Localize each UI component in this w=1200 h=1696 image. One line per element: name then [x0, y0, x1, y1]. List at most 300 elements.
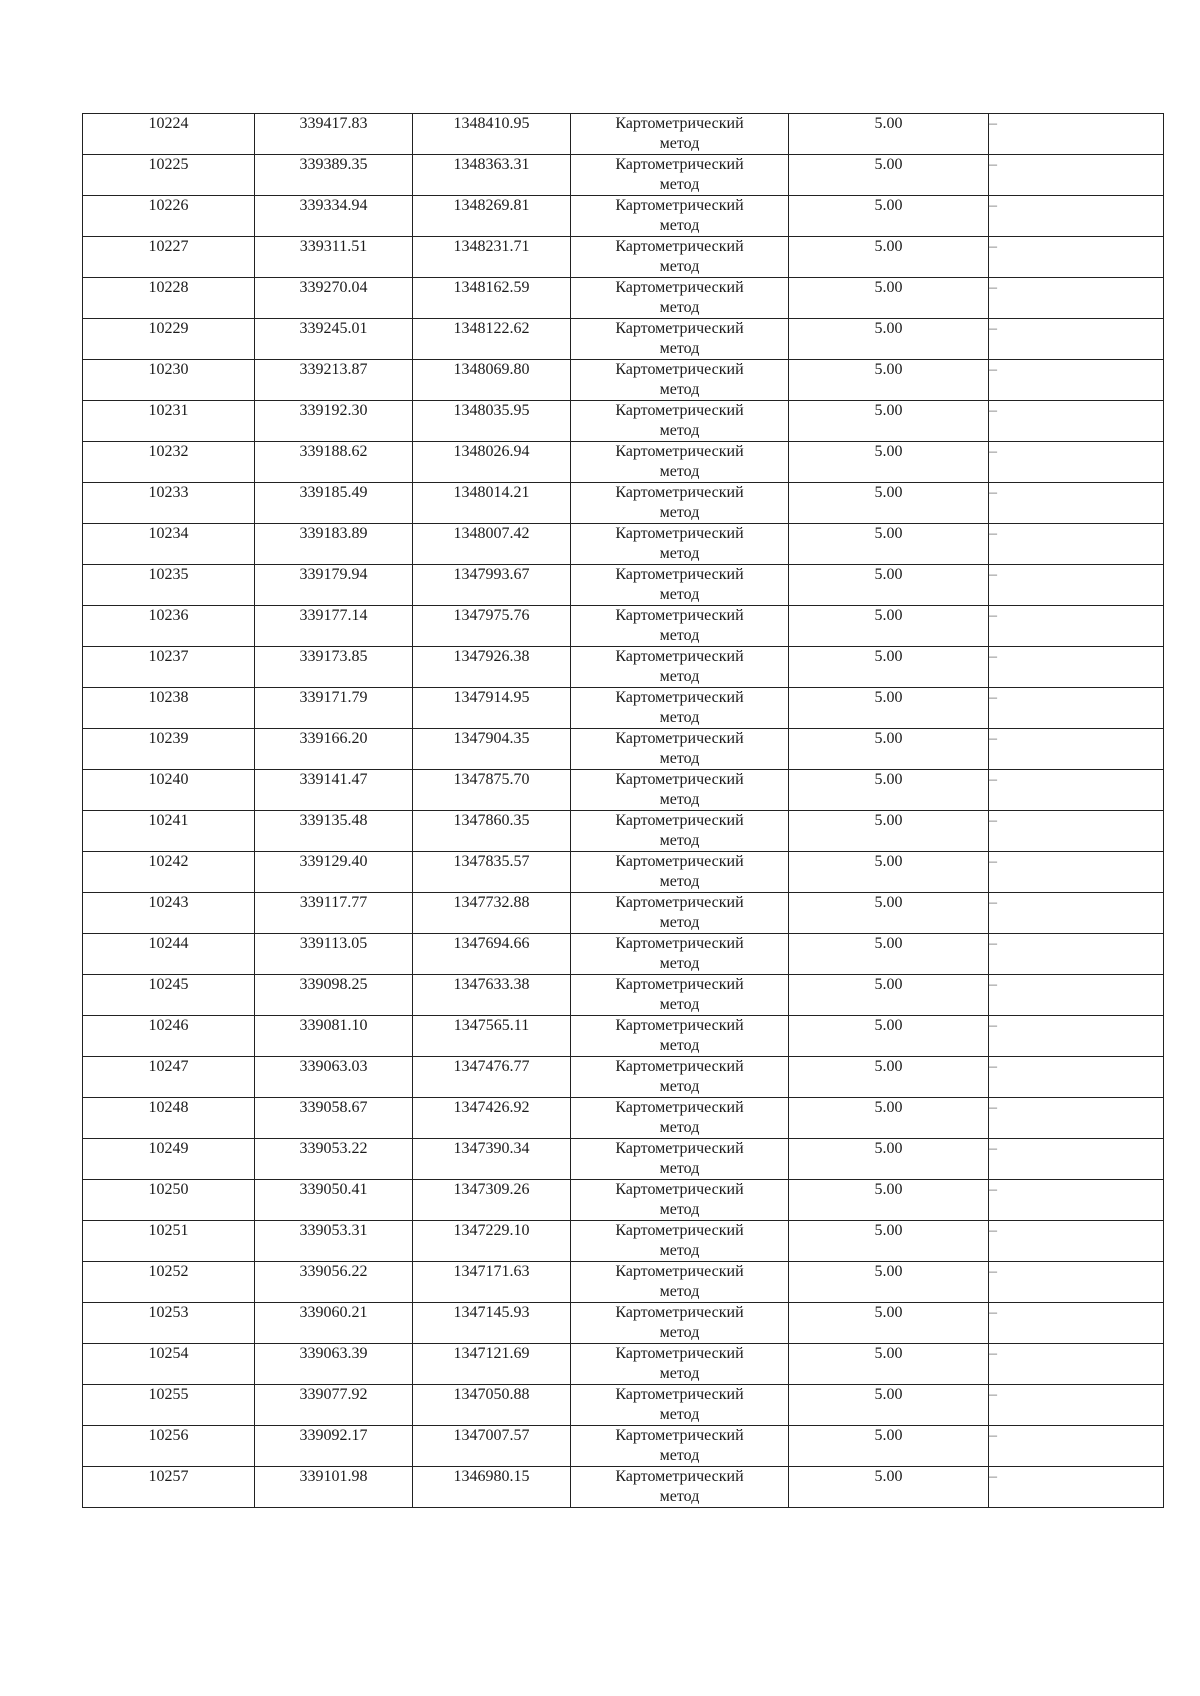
y-coordinate-cell: 1347007.57 — [413, 1426, 571, 1467]
y-coordinate-cell: 1348026.94 — [413, 442, 571, 483]
method-cell — [571, 1139, 789, 1180]
method-line-2: метод — [659, 1037, 700, 1054]
point-number-cell: 10226 — [83, 196, 255, 237]
y-coordinate-cell: 1347476.77 — [413, 1057, 571, 1098]
method-line-2: метод — [659, 299, 700, 316]
note-cell: – — [989, 1221, 1164, 1262]
point-number-cell: 10236 — [83, 606, 255, 647]
x-coordinate-cell: 339058.67 — [255, 1098, 413, 1139]
method-line-2: метод — [659, 381, 700, 398]
method-cell — [571, 1385, 789, 1426]
x-coordinate-cell: 339245.01 — [255, 319, 413, 360]
point-number-cell: 10224 — [83, 114, 255, 155]
note-cell: – — [989, 729, 1164, 770]
method-cell — [571, 155, 789, 196]
x-coordinate-cell: 339063.39 — [255, 1344, 413, 1385]
method-line-1: Картометрический — [615, 730, 744, 747]
method-line-1: Картометрический — [615, 1099, 744, 1116]
method-cell — [571, 606, 789, 647]
point-number-cell: 10240 — [83, 770, 255, 811]
point-number-cell: 10245 — [83, 975, 255, 1016]
x-coordinate-cell: 339173.85 — [255, 647, 413, 688]
method-line-1: Картометрический — [615, 361, 744, 378]
method-line-2: метод — [659, 914, 700, 931]
table-row — [83, 1303, 1164, 1344]
accuracy-cell: 5.00 — [789, 729, 989, 770]
method-line-1: Картометрический — [615, 1345, 744, 1362]
note-cell: – — [989, 1344, 1164, 1385]
accuracy-cell: 5.00 — [789, 1139, 989, 1180]
table-row — [83, 1385, 1164, 1426]
y-coordinate-cell: 1348231.71 — [413, 237, 571, 278]
x-coordinate-cell: 339135.48 — [255, 811, 413, 852]
x-coordinate-cell: 339081.10 — [255, 1016, 413, 1057]
table-row — [83, 237, 1164, 278]
point-number-cell: 10237 — [83, 647, 255, 688]
x-coordinate-cell: 339053.31 — [255, 1221, 413, 1262]
method-cell — [571, 1344, 789, 1385]
method-cell — [571, 524, 789, 565]
method-line-2: метод — [659, 832, 700, 849]
table-row — [83, 114, 1164, 155]
y-coordinate-cell: 1347732.88 — [413, 893, 571, 934]
method-line-2: метод — [659, 586, 700, 603]
method-line-1: Картометрический — [615, 648, 744, 665]
method-line-2: метод — [659, 1406, 700, 1423]
method-cell — [571, 729, 789, 770]
method-line-2: метод — [659, 791, 700, 808]
note-cell: – — [989, 155, 1164, 196]
x-coordinate-cell: 339389.35 — [255, 155, 413, 196]
method-line-1: Картометрический — [615, 1140, 744, 1157]
method-line-2: метод — [659, 422, 700, 439]
method-line-2: метод — [659, 135, 700, 152]
method-line-1: Картометрический — [615, 320, 744, 337]
method-cell — [571, 811, 789, 852]
x-coordinate-cell: 339185.49 — [255, 483, 413, 524]
table-row — [83, 1467, 1164, 1508]
method-cell — [571, 319, 789, 360]
accuracy-cell: 5.00 — [789, 852, 989, 893]
table-row — [83, 278, 1164, 319]
table-row — [83, 1221, 1164, 1262]
x-coordinate-cell: 339171.79 — [255, 688, 413, 729]
y-coordinate-cell: 1347565.11 — [413, 1016, 571, 1057]
accuracy-cell: 5.00 — [789, 483, 989, 524]
note-cell: – — [989, 1139, 1164, 1180]
accuracy-cell: 5.00 — [789, 1262, 989, 1303]
note-cell: – — [989, 893, 1164, 934]
table-row — [83, 770, 1164, 811]
method-line-1: Картометрический — [615, 812, 744, 829]
accuracy-cell: 5.00 — [789, 114, 989, 155]
y-coordinate-cell: 1348035.95 — [413, 401, 571, 442]
note-cell: – — [989, 606, 1164, 647]
x-coordinate-cell: 339117.77 — [255, 893, 413, 934]
x-coordinate-cell: 339311.51 — [255, 237, 413, 278]
method-line-2: метод — [659, 545, 700, 562]
x-coordinate-cell: 339101.98 — [255, 1467, 413, 1508]
table-row — [83, 1344, 1164, 1385]
method-line-2: метод — [659, 996, 700, 1013]
accuracy-cell: 5.00 — [789, 811, 989, 852]
coordinates-table-container — [82, 113, 1163, 1508]
method-cell — [571, 483, 789, 524]
table-row — [83, 401, 1164, 442]
method-cell — [571, 1098, 789, 1139]
table-row — [83, 975, 1164, 1016]
y-coordinate-cell: 1347121.69 — [413, 1344, 571, 1385]
table-row — [83, 934, 1164, 975]
y-coordinate-cell: 1347914.95 — [413, 688, 571, 729]
method-line-2: метод — [659, 873, 700, 890]
table-row — [83, 647, 1164, 688]
point-number-cell: 10225 — [83, 155, 255, 196]
note-cell: – — [989, 401, 1164, 442]
accuracy-cell: 5.00 — [789, 237, 989, 278]
table-row — [83, 155, 1164, 196]
accuracy-cell: 5.00 — [789, 155, 989, 196]
point-number-cell: 10238 — [83, 688, 255, 729]
x-coordinate-cell: 339188.62 — [255, 442, 413, 483]
accuracy-cell: 5.00 — [789, 1098, 989, 1139]
accuracy-cell: 5.00 — [789, 975, 989, 1016]
method-line-2: метод — [659, 258, 700, 275]
note-cell: – — [989, 1180, 1164, 1221]
accuracy-cell: 5.00 — [789, 442, 989, 483]
point-number-cell: 10231 — [83, 401, 255, 442]
note-cell: – — [989, 237, 1164, 278]
y-coordinate-cell: 1347171.63 — [413, 1262, 571, 1303]
method-line-2: метод — [659, 463, 700, 480]
method-cell — [571, 1262, 789, 1303]
method-cell — [571, 565, 789, 606]
method-line-2: метод — [659, 1324, 700, 1341]
method-cell — [571, 934, 789, 975]
y-coordinate-cell: 1346980.15 — [413, 1467, 571, 1508]
note-cell: – — [989, 319, 1164, 360]
method-line-2: метод — [659, 1119, 700, 1136]
method-line-1: Картометрический — [615, 1468, 744, 1485]
y-coordinate-cell: 1347633.38 — [413, 975, 571, 1016]
method-line-1: Картометрический — [615, 935, 744, 952]
method-line-1: Картометрический — [615, 115, 744, 132]
x-coordinate-cell: 339098.25 — [255, 975, 413, 1016]
method-cell — [571, 647, 789, 688]
x-coordinate-cell: 339192.30 — [255, 401, 413, 442]
method-cell — [571, 1467, 789, 1508]
note-cell: – — [989, 483, 1164, 524]
method-cell — [571, 442, 789, 483]
method-line-2: метод — [659, 1160, 700, 1177]
method-cell — [571, 196, 789, 237]
table-row — [83, 811, 1164, 852]
method-cell — [571, 975, 789, 1016]
method-cell — [571, 1016, 789, 1057]
table-row — [83, 1262, 1164, 1303]
x-coordinate-cell: 339141.47 — [255, 770, 413, 811]
y-coordinate-cell: 1348410.95 — [413, 114, 571, 155]
accuracy-cell: 5.00 — [789, 1385, 989, 1426]
y-coordinate-cell: 1348014.21 — [413, 483, 571, 524]
accuracy-cell: 5.00 — [789, 1303, 989, 1344]
accuracy-cell: 5.00 — [789, 196, 989, 237]
accuracy-cell: 5.00 — [789, 1344, 989, 1385]
point-number-cell: 10233 — [83, 483, 255, 524]
y-coordinate-cell: 1347904.35 — [413, 729, 571, 770]
accuracy-cell: 5.00 — [789, 1426, 989, 1467]
accuracy-cell: 5.00 — [789, 934, 989, 975]
table-row — [83, 1098, 1164, 1139]
point-number-cell: 10256 — [83, 1426, 255, 1467]
method-line-2: метод — [659, 1283, 700, 1300]
note-cell: – — [989, 1057, 1164, 1098]
note-cell: – — [989, 1016, 1164, 1057]
note-cell: – — [989, 442, 1164, 483]
point-number-cell: 10250 — [83, 1180, 255, 1221]
point-number-cell: 10232 — [83, 442, 255, 483]
table-row — [83, 852, 1164, 893]
method-line-2: метод — [659, 1242, 700, 1259]
coordinates-table — [82, 113, 1164, 1508]
note-cell: – — [989, 196, 1164, 237]
method-line-1: Картометрический — [615, 894, 744, 911]
method-line-1: Картометрический — [615, 197, 744, 214]
point-number-cell: 10246 — [83, 1016, 255, 1057]
method-line-1: Картометрический — [615, 525, 744, 542]
table-row — [83, 196, 1164, 237]
y-coordinate-cell: 1348162.59 — [413, 278, 571, 319]
method-line-1: Картометрический — [615, 402, 744, 419]
method-line-1: Картометрический — [615, 1263, 744, 1280]
x-coordinate-cell: 339063.03 — [255, 1057, 413, 1098]
method-cell — [571, 688, 789, 729]
note-cell: – — [989, 1426, 1164, 1467]
accuracy-cell: 5.00 — [789, 1221, 989, 1262]
method-line-1: Картометрический — [615, 1427, 744, 1444]
table-row — [83, 1180, 1164, 1221]
method-line-2: метод — [659, 955, 700, 972]
method-line-1: Картометрический — [615, 156, 744, 173]
method-line-1: Картометрический — [615, 689, 744, 706]
point-number-cell: 10241 — [83, 811, 255, 852]
accuracy-cell: 5.00 — [789, 606, 989, 647]
accuracy-cell: 5.00 — [789, 1057, 989, 1098]
x-coordinate-cell: 339213.87 — [255, 360, 413, 401]
x-coordinate-cell: 339183.89 — [255, 524, 413, 565]
method-cell — [571, 852, 789, 893]
method-cell — [571, 1426, 789, 1467]
method-line-2: метод — [659, 668, 700, 685]
y-coordinate-cell: 1347145.93 — [413, 1303, 571, 1344]
method-cell — [571, 237, 789, 278]
method-cell — [571, 770, 789, 811]
y-coordinate-cell: 1347835.57 — [413, 852, 571, 893]
table-row — [83, 442, 1164, 483]
method-line-2: метод — [659, 627, 700, 644]
y-coordinate-cell: 1347875.70 — [413, 770, 571, 811]
method-line-1: Картометрический — [615, 443, 744, 460]
point-number-cell: 10228 — [83, 278, 255, 319]
x-coordinate-cell: 339053.22 — [255, 1139, 413, 1180]
method-line-1: Картометрический — [615, 1181, 744, 1198]
method-line-2: метод — [659, 176, 700, 193]
y-coordinate-cell: 1348269.81 — [413, 196, 571, 237]
note-cell: – — [989, 278, 1164, 319]
x-coordinate-cell: 339092.17 — [255, 1426, 413, 1467]
table-row — [83, 319, 1164, 360]
method-cell — [571, 1221, 789, 1262]
method-line-2: метод — [659, 709, 700, 726]
accuracy-cell: 5.00 — [789, 1016, 989, 1057]
note-cell: – — [989, 1385, 1164, 1426]
x-coordinate-cell: 339060.21 — [255, 1303, 413, 1344]
method-line-2: метод — [659, 340, 700, 357]
method-line-2: метод — [659, 1365, 700, 1382]
method-line-2: метод — [659, 504, 700, 521]
method-cell — [571, 401, 789, 442]
note-cell: – — [989, 1467, 1164, 1508]
y-coordinate-cell: 1347993.67 — [413, 565, 571, 606]
method-line-1: Картометрический — [615, 1017, 744, 1034]
y-coordinate-cell: 1347229.10 — [413, 1221, 571, 1262]
accuracy-cell: 5.00 — [789, 1180, 989, 1221]
accuracy-cell: 5.00 — [789, 319, 989, 360]
note-cell: – — [989, 1303, 1164, 1344]
method-cell — [571, 1057, 789, 1098]
method-line-2: метод — [659, 1447, 700, 1464]
x-coordinate-cell: 339056.22 — [255, 1262, 413, 1303]
method-line-1: Картометрический — [615, 238, 744, 255]
table-row — [83, 565, 1164, 606]
accuracy-cell: 5.00 — [789, 770, 989, 811]
point-number-cell: 10242 — [83, 852, 255, 893]
note-cell: – — [989, 770, 1164, 811]
point-number-cell: 10235 — [83, 565, 255, 606]
method-line-2: метод — [659, 1078, 700, 1095]
table-row — [83, 688, 1164, 729]
point-number-cell: 10251 — [83, 1221, 255, 1262]
accuracy-cell: 5.00 — [789, 401, 989, 442]
note-cell: – — [989, 934, 1164, 975]
method-line-2: метод — [659, 1201, 700, 1218]
method-cell — [571, 1303, 789, 1344]
point-number-cell: 10230 — [83, 360, 255, 401]
table-row — [83, 360, 1164, 401]
point-number-cell: 10254 — [83, 1344, 255, 1385]
accuracy-cell: 5.00 — [789, 278, 989, 319]
note-cell: – — [989, 688, 1164, 729]
accuracy-cell: 5.00 — [789, 360, 989, 401]
x-coordinate-cell: 339270.04 — [255, 278, 413, 319]
table-row — [83, 893, 1164, 934]
method-line-1: Картометрический — [615, 976, 744, 993]
table-row — [83, 1426, 1164, 1467]
method-line-1: Картометрический — [615, 853, 744, 870]
table-row — [83, 1016, 1164, 1057]
x-coordinate-cell: 339129.40 — [255, 852, 413, 893]
point-number-cell: 10247 — [83, 1057, 255, 1098]
table-row — [83, 729, 1164, 770]
y-coordinate-cell: 1347390.34 — [413, 1139, 571, 1180]
method-line-1: Картометрический — [615, 279, 744, 296]
note-cell: – — [989, 647, 1164, 688]
accuracy-cell: 5.00 — [789, 647, 989, 688]
method-line-2: метод — [659, 1488, 700, 1505]
method-cell — [571, 893, 789, 934]
y-coordinate-cell: 1348069.80 — [413, 360, 571, 401]
method-line-1: Картометрический — [615, 1058, 744, 1075]
table-row — [83, 1057, 1164, 1098]
x-coordinate-cell: 339050.41 — [255, 1180, 413, 1221]
point-number-cell: 10229 — [83, 319, 255, 360]
method-line-1: Картометрический — [615, 1222, 744, 1239]
method-line-2: метод — [659, 217, 700, 234]
y-coordinate-cell: 1347860.35 — [413, 811, 571, 852]
point-number-cell: 10253 — [83, 1303, 255, 1344]
method-line-1: Картометрический — [615, 771, 744, 788]
note-cell: – — [989, 1098, 1164, 1139]
point-number-cell: 10257 — [83, 1467, 255, 1508]
point-number-cell: 10255 — [83, 1385, 255, 1426]
point-number-cell: 10249 — [83, 1139, 255, 1180]
method-cell — [571, 1180, 789, 1221]
y-coordinate-cell: 1347975.76 — [413, 606, 571, 647]
accuracy-cell: 5.00 — [789, 565, 989, 606]
method-line-1: Картометрический — [615, 1386, 744, 1403]
x-coordinate-cell: 339179.94 — [255, 565, 413, 606]
point-number-cell: 10252 — [83, 1262, 255, 1303]
note-cell: – — [989, 565, 1164, 606]
accuracy-cell: 5.00 — [789, 524, 989, 565]
point-number-cell: 10244 — [83, 934, 255, 975]
table-row — [83, 483, 1164, 524]
note-cell: – — [989, 360, 1164, 401]
note-cell: – — [989, 811, 1164, 852]
x-coordinate-cell: 339417.83 — [255, 114, 413, 155]
note-cell: – — [989, 1262, 1164, 1303]
method-line-1: Картометрический — [615, 1304, 744, 1321]
coordinates-table-body — [83, 114, 1164, 1508]
note-cell: – — [989, 524, 1164, 565]
y-coordinate-cell: 1347309.26 — [413, 1180, 571, 1221]
x-coordinate-cell: 339177.14 — [255, 606, 413, 647]
y-coordinate-cell: 1347426.92 — [413, 1098, 571, 1139]
accuracy-cell: 5.00 — [789, 1467, 989, 1508]
table-row — [83, 606, 1164, 647]
accuracy-cell: 5.00 — [789, 688, 989, 729]
table-row — [83, 1139, 1164, 1180]
y-coordinate-cell: 1348007.42 — [413, 524, 571, 565]
method-line-1: Картометрический — [615, 607, 744, 624]
y-coordinate-cell: 1347694.66 — [413, 934, 571, 975]
method-line-1: Картометрический — [615, 484, 744, 501]
point-number-cell: 10234 — [83, 524, 255, 565]
y-coordinate-cell: 1348363.31 — [413, 155, 571, 196]
point-number-cell: 10239 — [83, 729, 255, 770]
method-line-2: метод — [659, 750, 700, 767]
y-coordinate-cell: 1347050.88 — [413, 1385, 571, 1426]
y-coordinate-cell: 1348122.62 — [413, 319, 571, 360]
note-cell: – — [989, 114, 1164, 155]
x-coordinate-cell: 339113.05 — [255, 934, 413, 975]
method-line-1: Картометрический — [615, 566, 744, 583]
point-number-cell: 10227 — [83, 237, 255, 278]
method-cell — [571, 114, 789, 155]
table-row — [83, 524, 1164, 565]
accuracy-cell: 5.00 — [789, 893, 989, 934]
point-number-cell: 10248 — [83, 1098, 255, 1139]
